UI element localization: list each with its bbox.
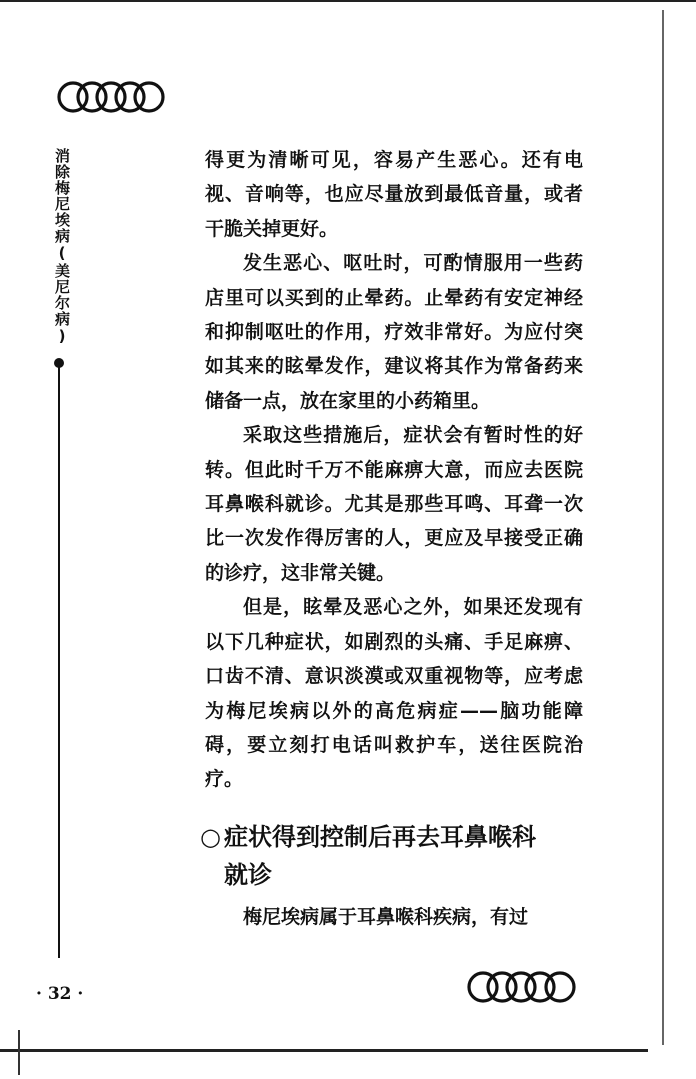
top-rule [0,0,696,2]
side-rule [58,366,60,958]
paragraph-3: 采取这些措施后，症状会有暂时性的好转。但此时千万不能麻痹大意，而应去医院耳鼻喉科就诊。尤其是那些耳鸣、耳聋一次比一次发作得厉害的人，更应及早接受正确的诊疗，这非常关键。 [205,424,583,584]
section-paragraph: 梅尼埃病属于耳鼻喉科疾病，有过 [243,906,529,928]
paragraph-2: 发生恶心、呕吐时，可酌情服用一些药店里可以买到的止晕药。止晕药有安定神经和抑制呕吐的作用，疗效非常好。为应付突如其来的眩晕发作，建议将其作为常备药来储备一点，放在家里的小药箱里。 [205,252,583,412]
paragraph-1: 得更为清晰可见，容易产生恶心。还有电视、音响等，也应尽量放到最低音量，或者干脆关掉更好。 [205,149,583,240]
binding-mark [18,1030,20,1075]
heading-line-1: 症状得到控制后再去耳鼻喉科 [224,823,536,851]
bottom-rule [0,1049,648,1052]
section-heading [200,818,590,894]
section-body [205,900,583,934]
heading-line-2: 就诊 [224,861,272,889]
running-head: 消除梅尼埃病(美尼尔病) [53,148,71,346]
page-edge-line [662,10,664,1045]
body-text [205,143,583,797]
rings-ornament-top [56,79,166,115]
paragraph-4: 但是，眩晕及恶心之外，如果还发现有以下几种症状，如剧烈的头痛、手足麻痹、口齿不清、意识淡漠或双重视物等，应考虑为梅尼埃病以外的高危病症——脑功能障碍，要立刻打电话叫救护车，送往医院治疗。 [205,596,583,791]
rings-ornament-bottom [466,969,578,1005]
page-number: · 32 · [36,984,84,1004]
heading-marker: ○ [200,823,221,851]
